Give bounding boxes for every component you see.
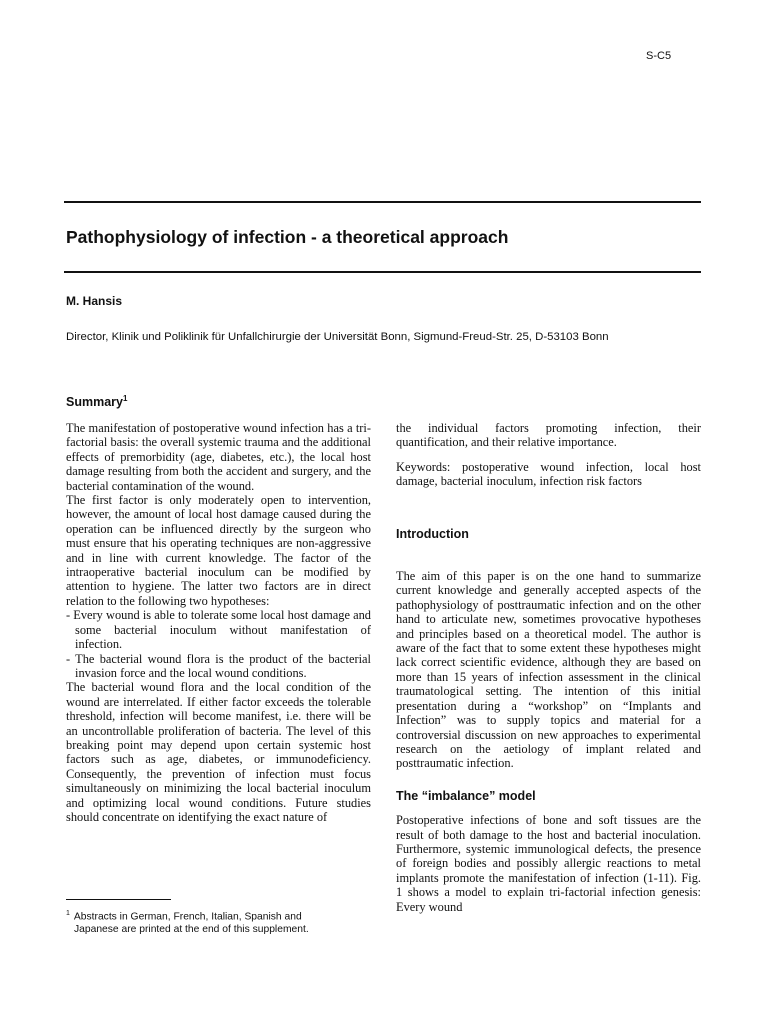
title-rule-top — [64, 201, 701, 203]
imbalance-model-paragraph: Postoperative infections of bone and soft tissues are the result of both damage to the host and bacterial inoculation. Furthermore, systemic immunological defects, the presence of foreign bodies and possibly allergic reactions to metal implants promote the manifestation of infection (1-11). Fig. 1 shows a model to explain tri-factorial infection genesis: Every wound — [396, 813, 701, 914]
footnote-text-1: Abstracts in German, French, Italian, Spanish and — [73, 911, 302, 923]
summary-footnote-mark: 1 — [122, 394, 128, 403]
author-name: M. Hansis — [66, 294, 123, 308]
summary-heading-text: Summary — [66, 395, 123, 410]
right-column — [396, 421, 701, 914]
hypothesis-2: - The bacterial wound flora is the product of the bacterial invasion force and the local wound conditions. — [66, 651, 371, 680]
footnote-mark: 1 — [66, 910, 70, 917]
footnote-line-1 — [66, 907, 356, 923]
imbalance-model-heading: The “imbalance” model — [396, 788, 536, 803]
summary-paragraph-1: The manifestation of postoperative wound infection has a tri-factorial basis: the overall systemic trauma and the additional effects of premorbidity (age, diabetes, etc.), the local host damage resulting from both the accident and surgery, and the bacterial contamination of the wound. — [66, 421, 371, 493]
summary-heading — [66, 394, 127, 409]
summary-paragraph-3: The bacterial wound flora and the local condition of the wound are interrelated. If either factor exceeds the tolerable threshold, infection will become manifest, i.e. there will be an uncontrollable proliferation of bacteria. The level of this breaking point may depend upon certain systemic host factors such as age, diabetes, or immunodeficiency. Consequently, the prevention of infection must focus simultaneously on minimizing the local bacterial inoculum and optimizing local wound conditions. Future studies should concentrate on identifying the exact nature of — [66, 680, 371, 824]
page-number: S-C5 — [646, 50, 672, 62]
summary-paragraph-2: The first factor is only moderately open to intervention, however, the amount of local host damage caused during the operation can be influenced directly by the surgeon who must ensure that his operating techniques are non-aggressive and in line with current knowledge. The factor of the intraoperative bacterial inoculum can be modified by attention to hygiene. The latter two factors are in direct relation to the following two hypotheses: — [66, 493, 371, 608]
footnote-rule — [66, 899, 171, 900]
summary-paragraph-3-continued: the individual factors promoting infection, their quantification, and their relative importance. — [396, 421, 701, 450]
title-rule-bottom — [64, 271, 701, 273]
left-column — [66, 421, 371, 824]
introduction-heading: Introduction — [396, 526, 469, 541]
author-affiliation: Director, Klinik und Poliklinik für Unfallchirurgie der Universität Bonn, Sigmund-Freud-Str. 25, D-53103 Bonn — [66, 331, 609, 343]
paper-title: Pathophysiology of infection - a theoretical approach — [66, 227, 509, 247]
footnote-line-2: Japanese are printed at the end of this supplement. — [74, 924, 309, 936]
hypothesis-1: - Every wound is able to tolerate some local host damage and some bacterial inoculum without manifestation of infection. — [66, 608, 371, 652]
introduction-paragraph: The aim of this paper is on the one hand to summarize current knowledge and generally accepted aspects of the pathophysiology of posttraumatic infection and on the other hand to articulate new, sometimes provocative hypotheses and principles based on a theoretical model. The author is aware of the fact that to some extent these hypotheses might lack correct scientific evidence, although they are based on more than 15 years of infection assessment in the clinical traumatological setting. The intention of this initial presentation during a “workshop” on “Implants and Infection” was to supply topics and material for a controversial discussion on new approaches to experimental research on the aetiology of implant related and posttraumatic infection. — [396, 569, 701, 771]
footnote — [66, 907, 356, 936]
keywords: Keywords: postoperative wound infection, local host damage, bacterial inoculum, infection risk factors — [396, 459, 701, 489]
